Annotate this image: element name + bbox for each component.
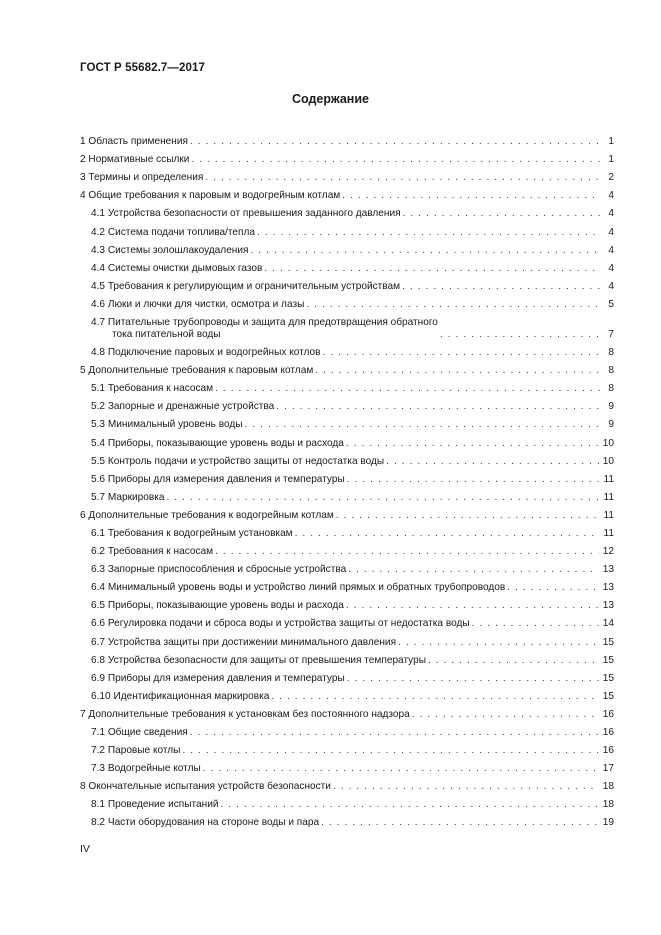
toc-entry[interactable] xyxy=(80,293,614,311)
toc-entry-title xyxy=(91,383,215,395)
toc-entry-title-text: 4.6 Люки и лючки для чистки, осмотра и лазы xyxy=(91,298,305,310)
toc-entry-title xyxy=(91,227,257,239)
toc-entry-title xyxy=(91,618,472,630)
toc-entry-title xyxy=(80,154,191,166)
toc-entry-title-text: 5.1 Требования к насосам xyxy=(91,383,214,395)
toc-entry-page: 9 xyxy=(608,419,614,431)
toc-entry-page: 8 xyxy=(608,383,614,395)
toc-dot-leader xyxy=(315,365,600,377)
toc-entry[interactable] xyxy=(80,275,614,293)
toc-entry-page: 11 xyxy=(603,491,614,503)
toc-dot-leader xyxy=(336,510,600,522)
toc-dot-leader xyxy=(191,154,600,166)
toc-entry-title xyxy=(91,655,428,667)
toc-entry-title-text: 5.6 Приборы для измерения давления и температуры xyxy=(91,473,345,485)
toc-dot-leader xyxy=(190,136,600,148)
toc-entry[interactable] xyxy=(80,486,614,504)
toc-entry[interactable] xyxy=(80,220,614,238)
toc-entry-title-text: 6.10 Идентификационная маркировка xyxy=(91,690,270,702)
toc-entry-title-text: 6.6 Регулировка подачи и сброса воды и устройства защиты от недостатка воды xyxy=(91,618,470,630)
toc-dot-leader xyxy=(182,745,598,757)
toc-entry-title-text: 7 Дополнительные требования к установкам без постоянного надзора xyxy=(80,708,410,720)
toc-entry-title xyxy=(91,673,347,685)
toc-dot-leader xyxy=(250,245,600,257)
toc-dot-leader xyxy=(472,618,599,630)
toc-dot-leader xyxy=(347,673,599,685)
toc-entry-page: 15 xyxy=(602,654,614,666)
toc-entry-title xyxy=(80,190,342,202)
toc-dot-leader xyxy=(264,263,600,275)
toc-entry-title-text: 1 Область применения xyxy=(80,136,188,148)
toc-dot-leader xyxy=(398,637,599,649)
toc-dot-leader xyxy=(403,208,600,220)
toc-entry-title-text: 5.4 Приборы, показывающие уровень воды и расхода xyxy=(91,437,344,449)
toc-entry-title-text: 4.8 Подключение паровых и водогрейных котлов xyxy=(91,347,321,359)
toc-entry-title-text: 4.1 Устройства безопасности от превышения заданного давления xyxy=(91,208,401,220)
toc-entry-page: 8 xyxy=(608,365,614,377)
toc-entry-page: 11 xyxy=(603,527,614,539)
toc-entry-page: 13 xyxy=(602,564,614,576)
toc-dot-leader xyxy=(220,799,598,811)
toc-entry-page: 13 xyxy=(602,582,614,594)
toc-entry[interactable] xyxy=(80,148,614,166)
toc-entry-page: 12 xyxy=(602,546,614,558)
toc-entry-title-text: 7.1 Общие сведения xyxy=(91,727,188,738)
toc-entry-title xyxy=(91,263,264,275)
toc-entry[interactable] xyxy=(80,811,614,829)
toc-entry-title xyxy=(80,365,315,377)
toc-entry-page: 1 xyxy=(608,136,614,148)
toc-entry-title xyxy=(80,709,412,721)
toc-dot-leader xyxy=(245,419,600,431)
toc-entry[interactable] xyxy=(80,130,614,148)
toc-entry-page: 4 xyxy=(608,280,614,292)
toc-entry-page: 1 xyxy=(608,154,614,166)
toc-entry-title xyxy=(91,564,348,576)
toc-entry-title-text: 6.2 Требования к насосам xyxy=(91,546,214,558)
toc-dot-leader xyxy=(440,329,600,341)
toc-dot-leader xyxy=(428,655,599,667)
toc-dot-leader xyxy=(203,763,599,775)
toc-entry[interactable] xyxy=(80,576,614,594)
toc-title: Содержание xyxy=(291,92,369,106)
toc-entry-title-text: 7.2 Паровые котлы xyxy=(91,745,181,757)
document-code: ГОСТ Р 55682.7—2017 xyxy=(80,62,205,74)
toc-entry[interactable] xyxy=(80,184,614,202)
toc-dot-leader xyxy=(507,582,599,594)
toc-entry[interactable] xyxy=(80,757,614,775)
toc-entry-title xyxy=(91,474,347,486)
toc-entry-page: 9 xyxy=(608,401,614,413)
toc-entry[interactable] xyxy=(80,202,614,220)
toc-entry-page: 13 xyxy=(602,600,614,612)
toc-entry[interactable] xyxy=(80,341,614,359)
toc-entry[interactable] xyxy=(80,649,614,667)
toc-dot-leader xyxy=(347,474,600,486)
toc-entry-title xyxy=(80,172,205,184)
toc-entry-page: 18 xyxy=(602,799,614,811)
toc-entry-page: 2 xyxy=(608,172,614,184)
toc-entry-title xyxy=(91,582,507,594)
toc-entry-title xyxy=(80,510,336,522)
toc-entry[interactable] xyxy=(80,413,614,431)
toc-entry[interactable] xyxy=(80,630,614,648)
toc-entry[interactable] xyxy=(80,558,614,576)
toc-entry-title-text: 4.7 Питательные трубопроводы и защита для предотвращения обратного xyxy=(91,316,438,328)
toc-entry-page: 8 xyxy=(608,347,614,359)
toc-dot-leader xyxy=(402,281,600,293)
toc-entry-page: 4 xyxy=(608,226,614,238)
toc-entry-title-text: 4.2 Система подачи топлива/тепла xyxy=(91,226,256,238)
toc-entry-page: 11 xyxy=(603,509,614,521)
toc-entry-title-continuation: тока питательной воды xyxy=(112,328,221,340)
toc-entry[interactable] xyxy=(80,395,614,413)
toc-entry-title xyxy=(80,781,333,793)
toc-entry-title-text: 6.1 Требования к водогрейным установкам xyxy=(91,527,293,539)
toc-entry-page: 15 xyxy=(602,672,614,684)
table-of-contents xyxy=(80,130,614,829)
toc-entry-page: 4 xyxy=(608,208,614,220)
toc-entry-title xyxy=(91,528,295,540)
toc-entry[interactable] xyxy=(80,311,614,341)
toc-entry[interactable] xyxy=(80,739,614,757)
toc-entry[interactable] xyxy=(80,703,614,721)
toc-entry-title-text: 6 Дополнительные требования к водогрейным котлам xyxy=(80,509,334,521)
toc-entry-title-text: 6.4 Минимальный уровень воды и устройство линий прямых и обратных трубопроводов xyxy=(91,582,506,594)
toc-entry-page: 19 xyxy=(602,817,614,829)
toc-entry-title xyxy=(91,299,306,311)
toc-entry-title xyxy=(91,419,245,431)
toc-entry-title xyxy=(91,817,321,829)
toc-dot-leader xyxy=(306,299,600,311)
toc-entry[interactable] xyxy=(80,540,614,558)
toc-dot-leader xyxy=(276,401,600,413)
toc-entry-page: 4 xyxy=(608,262,614,274)
toc-entry-page: 16 xyxy=(602,745,614,757)
toc-entry-title xyxy=(91,637,398,649)
toc-dot-leader xyxy=(342,190,600,202)
toc-entry-title xyxy=(91,281,402,293)
toc-entry-title-text: 6.7 Устройства защиты при достижении минимального давления xyxy=(91,636,397,648)
toc-dot-leader xyxy=(348,564,599,576)
toc-entry-title-text: 5.3 Минимальный уровень воды xyxy=(91,419,243,431)
toc-entry-page: 17 xyxy=(602,763,614,775)
toc-entry-page: 14 xyxy=(602,618,614,630)
toc-dot-leader xyxy=(333,781,599,793)
toc-entry-title-text: 4 Общие требования к паровым и водогрейным котлам xyxy=(80,190,341,202)
toc-entry-title-text: 5.2 Запорные и дренажные устройства xyxy=(91,401,275,413)
toc-entry-title xyxy=(91,763,203,775)
toc-entry-title-text: 8.2 Части оборудования на стороне воды и пара xyxy=(91,817,320,829)
toc-entry[interactable] xyxy=(80,468,614,486)
toc-entry[interactable] xyxy=(80,522,614,540)
toc-entry-title xyxy=(91,456,386,468)
toc-entry-title xyxy=(91,208,403,220)
toc-entry-title-text: 2 Нормативные ссылки xyxy=(80,154,190,166)
page-number: IV xyxy=(80,843,90,855)
toc-entry-page: 15 xyxy=(602,636,614,648)
toc-dot-leader xyxy=(412,709,599,721)
toc-entry-title xyxy=(91,745,182,757)
toc-dot-leader xyxy=(346,438,599,450)
toc-entry-page: 5 xyxy=(608,298,614,310)
toc-entry-title-text: 7.3 Водогрейные котлы xyxy=(91,763,201,775)
toc-entry-page: 16 xyxy=(602,727,614,738)
toc-entry-title-text: 5 Дополнительные требования к паровым котлам xyxy=(80,365,314,377)
toc-entry[interactable] xyxy=(80,359,614,377)
toc-entry-title-text: 4.3 Системы золошлакоудаления xyxy=(91,244,249,256)
toc-dot-leader xyxy=(295,528,600,540)
toc-entry[interactable] xyxy=(80,775,614,793)
toc-entry-title-text: 6.9 Приборы для измерения давления и температуры xyxy=(91,672,345,684)
toc-entry-page: 4 xyxy=(608,190,614,202)
toc-entry[interactable] xyxy=(80,377,614,395)
toc-dot-leader xyxy=(386,456,599,468)
toc-entry-title xyxy=(91,245,250,257)
toc-entry[interactable] xyxy=(80,685,614,703)
toc-entry[interactable] xyxy=(80,504,614,522)
toc-entry-title-text: 5.7 Маркировка xyxy=(91,491,165,503)
toc-entry-title xyxy=(91,691,271,703)
toc-dot-leader xyxy=(271,691,598,703)
toc-entry[interactable] xyxy=(80,594,614,612)
toc-entry-page: 11 xyxy=(603,473,614,485)
toc-entry-title xyxy=(80,136,190,148)
toc-entry-page: 10 xyxy=(602,437,614,449)
toc-entry[interactable] xyxy=(80,239,614,257)
toc-entry-title xyxy=(91,438,346,450)
toc-entry-title xyxy=(91,727,190,739)
toc-entry-title xyxy=(91,600,346,612)
toc-dot-leader xyxy=(323,347,600,359)
toc-entry-page: 10 xyxy=(602,455,614,467)
toc-entry-page: 18 xyxy=(602,781,614,793)
toc-entry[interactable] xyxy=(80,793,614,811)
toc-entry[interactable] xyxy=(80,450,614,468)
toc-entry[interactable] xyxy=(80,431,614,449)
toc-entry-title xyxy=(91,317,440,341)
toc-dot-leader xyxy=(346,600,599,612)
toc-entry[interactable] xyxy=(80,667,614,685)
toc-dot-leader xyxy=(205,172,600,184)
toc-entry-title xyxy=(91,401,276,413)
toc-dot-leader xyxy=(257,227,600,239)
toc-entry-title-text: 4.5 Требования к регулирующим и ограничительным устройствам xyxy=(91,280,401,292)
toc-entry-title-text: 4.4 Системы очистки дымовых газов xyxy=(91,262,263,274)
toc-entry-title-text: 6.8 Устройства безопасности для защиты от превышения температуры xyxy=(91,654,426,666)
toc-entry-page: 15 xyxy=(602,690,614,702)
toc-dot-leader xyxy=(321,817,599,829)
toc-entry-title xyxy=(91,799,220,811)
toc-entry-title xyxy=(91,546,215,558)
toc-entry-title xyxy=(91,492,166,504)
toc-entry-title-text: 6.5 Приборы, показывающие уровень воды и расхода xyxy=(91,600,344,612)
toc-dot-leader xyxy=(215,546,599,558)
toc-entry-title-text: 3 Термины и определения xyxy=(80,172,204,184)
toc-entry[interactable] xyxy=(80,257,614,275)
toc-dot-leader xyxy=(190,727,599,739)
toc-entry-title xyxy=(91,347,323,359)
toc-entry[interactable] xyxy=(80,612,614,630)
toc-entry-title-text: 8 Окончательные испытания устройств безопасности xyxy=(80,781,331,793)
toc-entry-page: 16 xyxy=(602,708,614,720)
toc-dot-leader xyxy=(166,492,599,504)
toc-entry-title-text: 6.3 Запорные приспособления и сбросные устройства xyxy=(91,564,347,576)
toc-entry-page: 7 xyxy=(608,328,614,340)
toc-entry[interactable] xyxy=(80,721,614,739)
toc-entry-title-text: 5.5 Контроль подачи и устройство защиты от недостатка воды xyxy=(91,455,385,467)
toc-entry-page: 4 xyxy=(608,244,614,256)
toc-dot-leader xyxy=(215,383,600,395)
toc-entry-title-text: 8.1 Проведение испытаний xyxy=(91,799,219,811)
toc-entry[interactable] xyxy=(80,166,614,184)
